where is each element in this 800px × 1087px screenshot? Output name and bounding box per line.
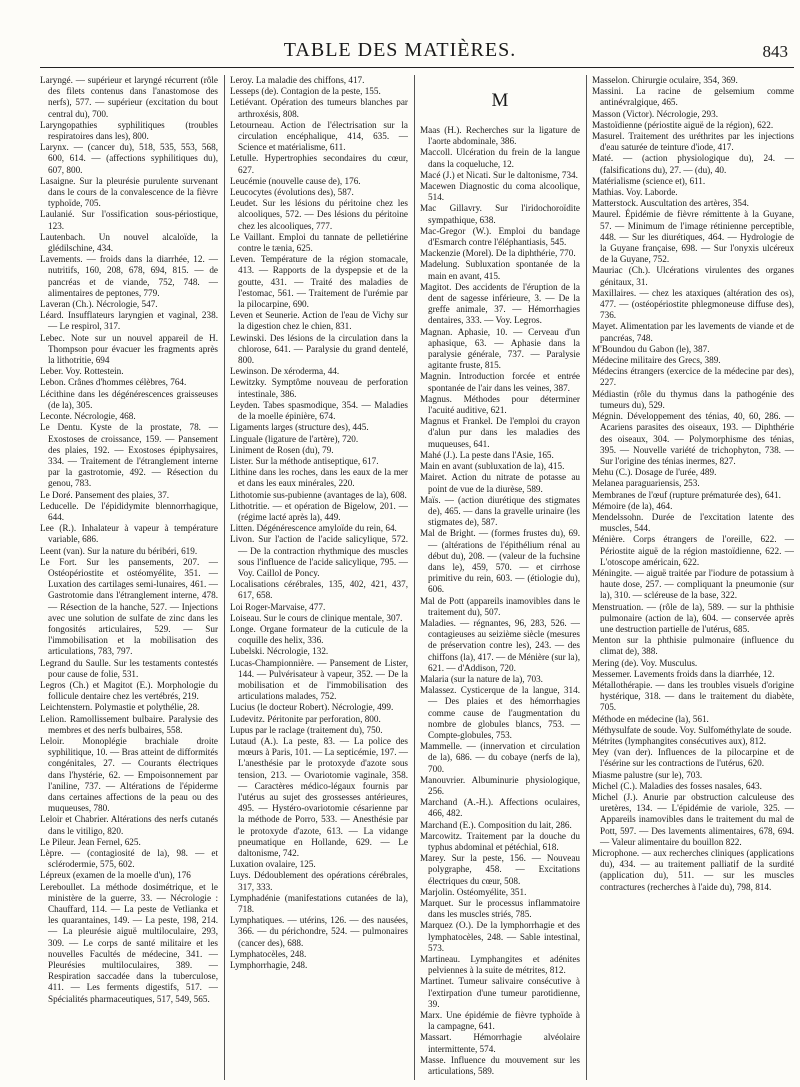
- index-entry: Microphone. — aux recherches cliniques (applications du), 434. — au traitement palliatif de la surdité (application du), 511. — sur les muscles contractures (recherches à l'aide du), 798, 814.: [592, 848, 794, 892]
- index-entry: Lymphatiques. — utérins, 126. — des nausées, 366. — du périchondre, 524. — pulmonaires (cancer des), 688.: [230, 915, 408, 948]
- index-entry: Longe. Organe formateur de la cuticule de la coquille des helix, 336.: [230, 623, 408, 646]
- index-entry: Métrites (lymphangites consécutives aux), 812.: [592, 735, 767, 746]
- index-entry: Ligaments larges (structure des), 445.: [230, 422, 369, 433]
- index-entry: Legrand du Saulle. Sur les testaments contestés pour cause de folie, 531.: [40, 657, 218, 679]
- index-entry: Leducelle. De l'épididymite blennorrhagique, 644.: [40, 500, 218, 522]
- page-title: TABLE DES MATIÈRES.: [283, 39, 517, 61]
- index-entry: Méthode en médecine (la), 561.: [592, 713, 709, 724]
- index-entry: Masson (Victor). Nécrologie, 293.: [592, 108, 718, 119]
- index-entry: Leloir. Monoplégie brachiale droite syphilitique, 10. — Bras atteint de difformités congénitales, 27. — Courants électriques dans l'hystérie, 62. — Empoisonnement par l'aniline, 737. — Altérations de l'épiderme dans certaines affections de la peau ou des muqueuses, 780.: [40, 735, 218, 814]
- index-entry: Ménière. Corps étrangers de l'oreille, 622. — Périostite aiguë de la région mastoïdienne, 622. — L'otoscope américain, 622.: [592, 534, 794, 567]
- index-entry: Lelion. Ramollissement bulbaire. Paralysie des membres et des nerfs bulbaires, 558.: [40, 713, 218, 735]
- index-entry: Membranes de l'œuf (rupture prématurée des), 641.: [592, 489, 781, 500]
- index-entry: Lupus par le raclage (traitement du), 750.: [230, 724, 383, 735]
- index-entry: Mac Gillavry. Sur l'iridochoroïdite sympathique, 638.: [420, 203, 580, 225]
- index-entry: Le Dentu. Kyste de la prostate, 78. — Exostoses de croissance, 159. — Pansement des plaies, 192. — Exostoses épiphysaires, 334. — Traitement de l'étranglement interne par la gastrotomie, 492. — Résection du genou, 783.: [40, 422, 218, 489]
- index-entry: Médecine militaire des Grecs, 389.: [592, 355, 721, 366]
- index-entry: Leichtenstern. Polymastie et polythélie, 28.: [40, 702, 200, 713]
- index-entry: Lebon. Crânes d'hommes célèbres, 764.: [40, 377, 187, 388]
- index-entry: Maxillaires. — chez les ataxiques (altération des os), 477. — (ostéopériostite phlegmoneuse diffuse des), 736.: [592, 287, 794, 321]
- index-entry: Madelung. Subluxation spontanée de la main en avant, 415.: [420, 259, 580, 281]
- column-divider-1: [224, 75, 225, 1080]
- index-entry: Lithine dans les roches, dans les eaux de la mer et dans les eaux minérales, 220.: [230, 467, 408, 489]
- index-entry: Lister. Sur la méthode antiseptique, 617.: [230, 455, 379, 466]
- section-letter: M: [491, 90, 509, 111]
- index-entry: Lymphatocèles, 248.: [230, 948, 307, 959]
- index-entry: Mac-Gregor (W.). Emploi du bandage d'Esmarch contre l'éléphantiasis, 545.: [420, 225, 580, 248]
- index-entry: Mal de Bright. — (formes frustes du), 69. — (altérations de l'épithélium rénal au début du), 208. — (valeur de la fuchsine dans le), 459, 570. — et cirrhose primitive du rein, 603. — (étiologie du), 606.: [420, 528, 580, 595]
- index-entry: Mahé (J.). La peste dans l'Asie, 165.: [420, 449, 554, 460]
- index-entry: Mairet. Action du nitrate de potasse au point de vue de la diurèse, 589.: [420, 472, 580, 494]
- index-entry: Marey. Sur la peste, 156. — Nouveau polygraphe, 458. — Excitations électriques du cœur, 508.: [420, 853, 580, 886]
- index-entry: Mey (van der). Influences de la pilocarpine et de l'ésérine sur les contractions de l'utérus, 620.: [592, 747, 794, 769]
- index-entry: Médecins étrangers (exercice de la médecine par des), 227.: [592, 366, 794, 388]
- index-entry: Michel (C.). Maladies des fosses nasales, 643.: [592, 780, 762, 791]
- index-entry: Leconte. Nécrologie, 468.: [40, 411, 136, 422]
- index-entry: M'Boundou du Gabon (le), 387.: [592, 343, 710, 354]
- index-entry: Michel (J.). Anurie par obstruction calculeuse des uretères, 134. — L'épidémie de variole, 325. — Appareils inamovibles dans le traitement du mal de Pott, 597. — Des lavements alimentaires, 678, 694. — Valeur alimentaire du bouillon 822.: [592, 792, 794, 847]
- index-entry: Le Pileur. Jean Fernel, 625.: [40, 836, 141, 847]
- index-entry: Méthysulfate de soude. Voy. Sulfométhylate de soude.: [592, 724, 792, 735]
- index-entry: Mayet. Alimentation par les lavements de viande et de pancréas, 748.: [592, 321, 794, 343]
- index-entry: Ludevitz. Péritonite par perforation, 800.: [230, 713, 381, 724]
- index-entry: Lécithine dans les dégénérescences graisseuses (de la), 305.: [40, 388, 218, 410]
- index-entry: Matterstock. Auscultation des artères, 354.: [592, 198, 749, 209]
- index-entry: Leven. Température de la région stomacale, 413. — Rapports de la dyspepsie et de la goutte, 431. — Traité des maladies de l'estomac, 561. — Traitement de l'urémie par la pilocarpine, 690.: [230, 254, 408, 310]
- index-entry: Massart. Hémorrhagie alvéolaire intermittente, 574.: [420, 1032, 580, 1054]
- index-entry: Magitot. Des accidents de l'éruption de la dent de sagesse inférieure, 3. — De la greffe animale, 37. — Hémorrhagies dentaires, 333. — Voy. Legros.: [420, 281, 580, 326]
- index-entry: Lèpre. — (contagiosité de la), 98. — et sclérodermie, 575, 602.: [40, 848, 218, 870]
- index-column-2: [230, 75, 408, 971]
- index-entry: Magnan. Aphasie, 10. — Cerveau d'un aphasique, 63. — Aphasie dans la paralysie générale, 737. — Paralysie agitante fruste, 815.: [420, 326, 580, 371]
- index-entry: Magnin. Introduction forcée et entrée spontanée de l'air dans les veines, 387.: [420, 371, 580, 393]
- index-entry: Luxation ovalaire, 125.: [230, 859, 316, 870]
- index-entry: Letulle. Hypertrophies secondaires du cœur, 627.: [230, 153, 408, 175]
- index-entry: Martineau. Lymphangites et adénites pelviennes à la suite de métrites, 812.: [420, 954, 580, 976]
- index-entry: Lucas-Championnière. — Pansement de Lister, 144. — Pulvérisateur à vapeur, 352. — De la mobilisation et de l'immobilisation des articulations malades, 752.: [230, 657, 408, 702]
- index-entry: Liniment de Rosen (du), 79.: [230, 444, 334, 455]
- index-entry: Menstruation. — (rôle de la), 589. — sur la phthisie pulmonaire (action de la), 604. — conservée après une destruction partielle de l'utérus, 685.: [592, 601, 794, 634]
- index-entry: Lee (R.). Inhalateur à vapeur à température variable, 686.: [40, 523, 218, 545]
- index-entry: Lewinson. De xéroderma, 44.: [230, 366, 340, 377]
- index-entry: Mehu (C.). Dosage de l'urée, 489.: [592, 467, 717, 478]
- index-entry: Marquez (O.). De la lymphorrhagie et des lymphatocèles, 248. — Sable intestinal, 573.: [420, 920, 580, 953]
- index-entry: Lavements. — froids dans la diarrhée, 12. — nutritifs, 160, 208, 678, 694, 815. — de pancréas et de viande, 752, 748. — alimentaires de peptones, 779.: [40, 254, 218, 298]
- index-entry: Lithotritie. — et opération de Bigelow, 201. — (régime lacté après la), 449.: [230, 500, 408, 522]
- column-divider-2: [414, 75, 415, 1080]
- index-entry: Léard. Insufflateurs laryngien et vaginal, 238. — Le respirol, 317.: [40, 310, 218, 332]
- page-number: 843: [762, 42, 788, 61]
- index-entry: Litten. Dégénérescence amyloïde du rein, 64.: [230, 523, 397, 534]
- index-entry: Melanea paraguariensis, 253.: [592, 478, 700, 489]
- index-entry: Marx. Une épidémie de fièvre typhoïde à la campagne, 641.: [420, 1010, 580, 1032]
- index-entry: Livon. Sur l'action de l'acide salicylique, 572. — De la contraction rhythmique des muscles sous l'influence de l'acide salicylique, 795. — Voy. Caillol de Poncy.: [230, 534, 408, 578]
- index-entry: Lesseps (de). Contagion de la peste, 155.: [230, 86, 381, 97]
- index-entry: Leudet. Sur les lésions du péritoine chez les alcooliques, 572. — Des lésions du péritoine chez les alcooliques, 777.: [230, 198, 408, 231]
- index-entry: Leent (van). Sur la nature du béribéri, 619.: [40, 545, 198, 556]
- index-entry: Mering (de). Voy. Musculus.: [592, 657, 698, 668]
- index-entry: Luys. Dédoublement des opérations cérébrales, 317, 333.: [230, 870, 408, 892]
- index-entry: Matérialisme (science et), 611.: [592, 175, 706, 186]
- index-entry: Letourneau. Action de l'électrisation sur la circulation encéphalique, 414, 635. — Science et matérialisme, 611.: [230, 119, 408, 153]
- index-entry: Mastoïdienne (périostite aiguë de la région), 622.: [592, 119, 774, 130]
- index-entry: Médiastin (rôle du thymus dans la pathogénie des tumeurs du), 529.: [592, 388, 794, 410]
- index-entry: Magnus et Frankel. De l'emploi du crayon d'alun pur dans les maladies des muqueuses, 641.: [420, 416, 580, 449]
- index-entry: Lereboullet. La méthode dosimétrique, et le ministère de la guerre, 33. — Nécrologie : Chauffard, 114. — La peste de Vetlianka et les quarantaines, 149. — La peste, 198, 214. — La pleurésie aiguë multiloculaire, 293, 309. — Le corps de santé militaire et les nouvelles Facultés de médecine, 341. — Pleurésies multiloculaires, 389. — Respiration saccadée dans la tuberculose, 411. — Les ferments digestifs, 517. — Spécialités pharmaceutiques, 517, 549, 565.: [40, 881, 218, 1004]
- index-entry: Mal de Pott (appareils inamovibles dans le traitement du), 507.: [420, 595, 580, 617]
- index-column-4: [592, 75, 794, 893]
- index-entry: Métallothérapie. — dans les troubles visuels d'origine hystérique, 318. — dans le traitement du diabète, 705.: [592, 679, 794, 713]
- index-entry: Maté. — (action physiologique du), 24. — (falsifications du), 27. — (du), 40.: [592, 153, 794, 175]
- index-entry: Marchand (E.). Composition du lait, 286.: [420, 819, 572, 830]
- index-entry: Mathias. Voy. Laborde.: [592, 187, 678, 198]
- index-entry: Masse. Influence du mouvement sur les articulations, 589.: [420, 1054, 580, 1077]
- index-entry: Localisations cérébrales, 135, 402, 421, 437, 617, 658.: [230, 579, 408, 601]
- header-rule: [40, 67, 794, 68]
- index-entry: Marchand (A.-H.). Affections oculaires, 466, 482.: [420, 797, 580, 819]
- index-entry: Linguale (ligature de l'artère), 720.: [230, 433, 359, 444]
- page-header: [0, 0, 800, 64]
- index-entry: Lépreux (examen de la moelle d'un), 176: [40, 870, 191, 881]
- index-entry: Mammelle. — (innervation et circulation de la), 686. — du cobaye (nerfs de la), 700.: [420, 741, 580, 774]
- index-entry: Lutaud (A.). La peste, 83. — La police des mœurs à Paris, 101. — La septicémie, 197. — L'anesthésie par le protoxyde d'azote sous tension, 213. — Ovariotomie vaginale, 358. — Caractères médico-légaux fournis par l'utérus au sujet des grossesses antérieures, 495. — Hystéro-ovariotomie césarienne par la méthode de Porro, 533. — Anesthésie par le protoxyde d'azote, 613. — La vidange pneumatique en Hollande, 629. — Le daltonisme, 742.: [230, 735, 408, 859]
- index-entry: Mendelssohn. Durée de l'excitation latente des muscles, 544.: [592, 511, 794, 534]
- index-entry: Malassez. Cysticerque de la langue, 314. — Des plaies et des hémorrhagies comme cause de l'augmentation du nombre de globules blancs, 753. — Compte-globules, 753.: [420, 685, 580, 740]
- index-entry: Massini. La racine de gelsemium comme antinévralgique, 465.: [592, 86, 794, 108]
- index-entry: Legros (Ch.) et Magitot (E.). Morphologie du follicule dentaire chez les vertébrés, 219.: [40, 679, 218, 702]
- index-entry: Maccoll. Ulcération du frein de la langue dans la coqueluche, 12.: [420, 147, 580, 169]
- index-entry: Masselon. Chirurgie oculaire, 354, 369.: [592, 75, 738, 85]
- index-entry: Maladies. — régnantes, 96, 283, 526. — contagieuses au seizième siècle (mesures de préservation contre les), 243. — des chiffons (la), 417. — de Ménière (sur la), 621. — d'Addison, 720.: [420, 617, 580, 673]
- index-entry: Marjolin. Ostéomyélite, 351.: [420, 886, 527, 897]
- index-column-3: [420, 75, 580, 1077]
- index-entry: Lithotomie sus-pubienne (avantages de la), 608.: [230, 489, 407, 500]
- index-entry: Loiseau. Sur le cours de clinique mentale, 307.: [230, 612, 403, 623]
- index-entry: Mégnin. Développement des ténias, 40, 60, 286. — Acariens parasites des oiseaux, 193. — Diphthérie des oiseaux, 304. — Polymorphisme des ténias, 395. — Nouvelle variété de trichophyton, 738. — Sur l'origine des ténias inermes, 827.: [592, 411, 794, 466]
- index-entry: Loi Roger-Marvaise, 477.: [230, 601, 326, 612]
- index-entry: Laulanié. Sur l'ossification sous-périostique, 123.: [40, 209, 218, 231]
- index-entry: Lubelski. Nécrologie, 132.: [230, 646, 329, 657]
- index-entry: Leyden. Tabes spasmodique, 354. — Maladies de la moelle épinière, 674.: [230, 399, 408, 422]
- index-entry: Menton sur la phthisie pulmonaire (influence du climat de), 388.: [592, 635, 794, 657]
- index-entry: Lewinski. Des lésions de la circulation dans la chlorose, 641. — Paralysie du grand dentelé, 800.: [230, 332, 408, 366]
- index-entry: Le Fort. Sur les pansements, 207. — Ostéopériostite et ostéomyélite, 351. — Luxation des cartilages semi-lunaires, 461. — Gastrotomie dans l'étranglement interne, 478. — Résection de la hanche, 527. — Injections avec une solution de sulfate de zinc dans les fongosités articulaires, 529. — Sur l'immobilisation et la mobilisation des articulations, 783, 797.: [40, 556, 218, 657]
- index-entry: Laryngé. — supérieur et laryngé récurrent (rôle des filets contenus dans l'anastomose des nerfs), 577. — supérieur (excitation du bout central du), 700.: [40, 75, 218, 119]
- index-entry: Mackenzie (Morel). De la diphthérie, 770.: [420, 248, 576, 259]
- index-entry: Martinet. Tumeur salivaire consécutive à l'extirpation d'une tumeur parotidienne, 39.: [420, 976, 580, 1009]
- index-entry: Lebec. Note sur un nouvel appareil de H. Thompson pour évacuer les fragments après la lithotritie, 694: [40, 332, 218, 366]
- index-entry: Maas (H.). Recherches sur la ligature de l'aorte abdominale, 386.: [420, 125, 580, 147]
- index-entry: Lewitzky. Symptôme nouveau de perforation intestinale, 386.: [230, 377, 408, 399]
- index-entry: Manouvrier. Albuminurie physiologique, 256.: [420, 774, 580, 796]
- index-entry: Macé (J.) et Nicati. Sur le daltonisme, 734.: [420, 169, 578, 180]
- index-entry: Miasme palustre (sur le), 703.: [592, 769, 703, 780]
- index-entry: Mémoire (de la), 464.: [592, 500, 673, 511]
- index-entry: Lymphadénie (manifestations cutanées de la), 718.: [230, 892, 408, 915]
- index-entry: Macewen Diagnostic du coma alcoolique, 514.: [420, 181, 580, 203]
- index-entry: Maïs. — (action diurétique des stigmates de), 465. — dans la gravelle urinaire (les stigmates de), 587.: [420, 494, 580, 528]
- index-column-1: [40, 75, 218, 1005]
- index-entry: Lautenbach. Un nouvel alcaloïde, la glédilschine, 434.: [40, 231, 218, 254]
- index-entry: Maurel. Épidémie de fièvre rémittente à la Guyane, 57. — Minimum de l'image rétinienne perceptible, 448. — Sur les diurétiques, 464. — Hydrologie de la Guyane française, 698. — Sur l'onyxis ulcéreux de la Guyane, 752.: [592, 209, 794, 265]
- index-entry: Malaria (sur la nature de la), 703.: [420, 673, 543, 684]
- index-entry: Masurel. Traitement des uréthrites par les injections d'eau saturée de teinture d'iode, 417.: [592, 131, 794, 153]
- index-entry: Messemer. Lavements froids dans la diarrhée, 12.: [592, 668, 775, 679]
- index-entry: Lasaigne. Sur la pleurésie purulente survenant dans le cours de la convalescence de la fièvre typhoïde, 705.: [40, 175, 218, 209]
- index-entry: Leroy. La maladie des chiffons, 417.: [230, 75, 365, 85]
- index-entry: Main en avant (subluxation de la), 415.: [420, 461, 565, 472]
- index-entry: Marcowitz. Traitement par la douche du typhus abdominal et pétéchial, 618.: [420, 830, 580, 852]
- index-entry: Laveran (Ch.). Nécrologie, 547.: [40, 299, 158, 310]
- index-entry: Leven et Seunerie. Action de l'eau de Vichy sur la digestion chez le chien, 831.: [230, 310, 408, 332]
- column-divider-3: [586, 75, 587, 1080]
- index-entry: Larynx. — (cancer du), 518, 535, 553, 568, 600, 614. — (affections syphilitiques du), 607, 800.: [40, 142, 218, 175]
- index-entry: Le Vaillant. Emploi du tannate de pelletiérine contre le tænia, 625.: [230, 231, 408, 254]
- index-entry: Magnus. Méthodes pour déterminer l'acuité auditive, 621.: [420, 393, 580, 416]
- index-entry: Lymphorrhagie, 248.: [230, 960, 308, 971]
- index-entry: Laryngopathies syphilitiques (troubles respiratoires dans les), 800.: [40, 119, 218, 142]
- index-entry: Leucémie (nouvelle cause de), 176.: [230, 175, 361, 186]
- index-entry: Leucocytes (évolutions des), 587.: [230, 187, 354, 198]
- index-entry: Letiévant. Opération des tumeurs blanches par arthroxésis, 808.: [230, 97, 408, 119]
- index-entry: Le Doré. Pansement des plaies, 37.: [40, 489, 170, 500]
- index-entry: Leloir et Chabrier. Altérations des nerfs cutanés dans le vitiligo, 820.: [40, 814, 218, 836]
- index-entry: Leber. Voy. Rottestein.: [40, 366, 124, 377]
- index-entry: Lucius (le docteur Robert). Nécrologie, 499.: [230, 702, 394, 713]
- index-entry: Mauriac (Ch.). Ulcérations virulentes des organes génitaux, 31.: [592, 265, 794, 287]
- index-entry: Méningite. — aiguë traitée par l'iodure de potassium à haute dose, 257. — compliquant la pneumonie (sur la), 310. — scléreuse de la base, 322.: [592, 567, 794, 601]
- index-entry: Marquet. Sur le processus inflammatoire dans les muscles striés, 785.: [420, 898, 580, 920]
